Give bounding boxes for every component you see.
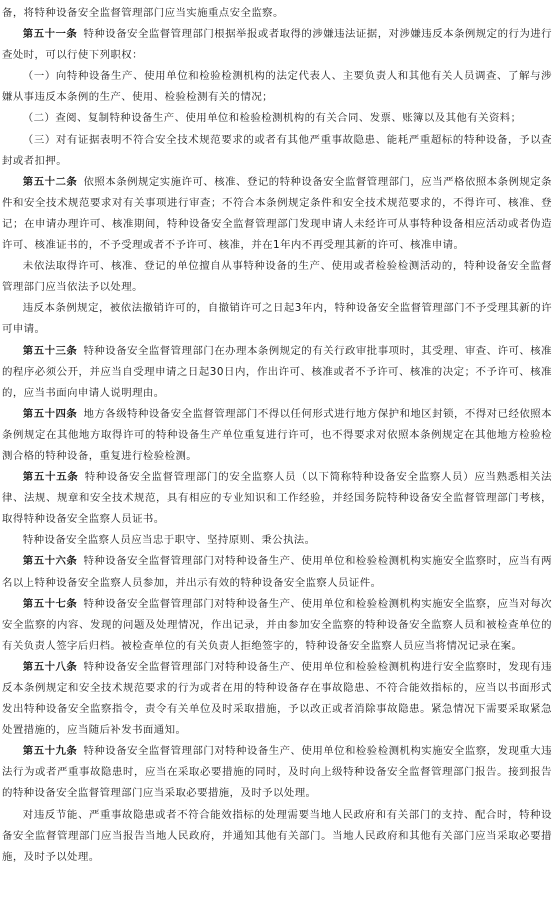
body-paragraph [2,108,552,129]
paragraph-text: （一）向特种设备生产、使用单位和检验检测机构的法定代表人、主要负责人和其他有关人员调查、了解与涉嫌从事违反本条例的生产、使用、检验检测有关的情况； [2,70,552,104]
article-number: 第五十七条 [22,597,78,610]
article-paragraph [2,657,552,741]
paragraph-text: 特种设备安全监督管理部门的安全监察人员（以下简称特种设备安全监察人员）应当熟悉相关法律、法规、规章和安全技术规范，具有相应的专业知识和工作经验，并经国务院特种设备安全监督管理部门考核，取得特种设备安全监察人员证书。 [2,471,552,526]
article-number: 第五十五条 [22,471,79,484]
body-paragraph [2,66,552,108]
paragraph-text: 特种设备安全监督管理部门根据举报或者取得的涉嫌违法证据，对涉嫌违反本条例规定的行为进行查处时，可以行使下列职权： [2,28,552,62]
article-paragraph [2,741,552,804]
article-number: 第五十六条 [22,555,78,568]
paragraph-text: 备，将特种设备安全监督管理部门应当实施重点安全监察。 [2,7,284,19]
article-paragraph [2,594,552,657]
paragraph-text: （二）查阅、复制特种设备生产、使用单位和检验检测机构的有关合同、发票、账簿以及其他有关资料； [22,112,522,125]
article-paragraph [2,24,552,66]
body-paragraph [2,805,552,868]
body-paragraph [2,298,552,340]
paragraph-text: 地方各级特种设备安全监督管理部门不得以任何形式进行地方保护和地区封锁，不得对已经依照本条例规定在其他地方取得许可的特种设备生产单位重复进行许可，也不得要求对依照本条例规定在其他地方检验检测合格的特种设备，重复进行检验检测。 [2,407,552,462]
article-paragraph [2,467,552,530]
paragraph-text: 特种设备安全监督管理部门对特种设备生产、使用单位和检验检测机构实施安全监察，发现重大违法行为或者严重事故隐患时，应当在采取必要措施的同时，及时向上级特种设备安全监督管理部门报告。接到报告的特种设备安全监督管理部门应当采取必要措施，及时予以处理。 [2,745,552,800]
body-paragraph [2,256,552,298]
article-paragraph [2,404,552,467]
paragraph-text: 特种设备安全监察人员应当忠于职守、坚持原则、秉公执法。 [22,534,316,547]
article-paragraph [2,341,552,404]
paragraph-text: （三）对有证据表明不符合安全技术规范要求的或者有其他严重事故隐患、能耗严重超标的特种设备，予以查封或者扣押。 [2,133,552,167]
article-number: 第五十四条 [22,407,78,420]
paragraph-text: 特种设备安全监督管理部门对特种设备生产、使用单位和检验检测机构实施安全监察时，应当有两名以上特种设备安全监察人员参加，并出示有效的特种设备安全监察人员证件。 [2,555,552,589]
paragraph-text: 特种设备安全监督管理部门在办理本条例规定的有关行政审批事项时，其受理、审查、许可、核准的程序必须公开，并应当自受理申请之日起30日内，作出许可、核准或者不予许可、核准的决定；不予许可、核准的，应当书面向申请人说明理由。 [2,344,552,399]
paragraph-text: 特种设备安全监督管理部门对特种设备生产、使用单位和检验检测机构实施安全监察，应当对每次安全监察的内容、发现的问题及处理情况，作出记录，并由参加安全监察的特种设备安全监察人员和被检查单位的有关负责人签字后归档。被检查单位的有关负责人拒绝签字的，特种设备安全监察人员应当将情况记录在案。 [2,597,552,652]
article-number: 第五十九条 [22,745,78,758]
article-number: 第五十二条 [22,175,78,188]
article-paragraph [2,172,552,256]
article-number: 第五十一条 [22,28,78,41]
paragraph-text: 对违反节能、严重事故隐患或者不符合能效指标的处理需要当地人民政府和有关部门的支持、配合时，特种设备安全监督管理部门应当报告当地人民政府，并通知其他有关部门。当地人民政府和其他有关部门应当采取必要措施，及时予以处理。 [2,808,552,863]
body-paragraph [2,130,552,172]
article-number: 第五十八条 [22,660,78,673]
article-number: 第五十三条 [22,344,78,357]
paragraph-text: 依照本条例规定实施许可、核准、登记的特种设备安全监督管理部门，应当严格依照本条例规定条件和安全技术规范要求对有关事项进行审查；不符合本条例规定条件和安全技术规范要求的，不得许可、核准、登记；在申请办理许可、核准期间，特种设备安全监督管理部门发现申请人未经许可从事特种设备相应活动或者伪造许可、核准证书的，不予受理或者不予许可、核准，并在1年内不再受理其新的许可、核准申请。 [2,175,552,252]
article-paragraph [2,551,552,593]
paragraph-text: 未依法取得许可、核准、登记的单位擅自从事特种设备的生产、使用或者检验检测活动的，特种设备安全监督管理部门应当依法予以处理。 [2,260,552,294]
paragraph-text: 违反本条例规定，被依法撤销许可的，自撤销许可之日起3年内，特种设备安全监督管理部门不予受理其新的许可申请。 [2,302,552,336]
body-paragraph [2,530,552,551]
paragraph-text: 特种设备安全监督管理部门对特种设备生产、使用单位和检验检测机构进行安全监察时，发现有违反本条例规定和安全技术规范要求的行为或者在用的特种设备存在事故隐患、不符合能效指标的，应当以书面形式发出特种设备安全监察指令，责令有关单位及时采取措施，予以改正或者消除事故隐患。紧急情况下需要采取紧急处置措施的，应当随后补发书面通知。 [2,660,552,737]
body-paragraph [2,3,552,24]
